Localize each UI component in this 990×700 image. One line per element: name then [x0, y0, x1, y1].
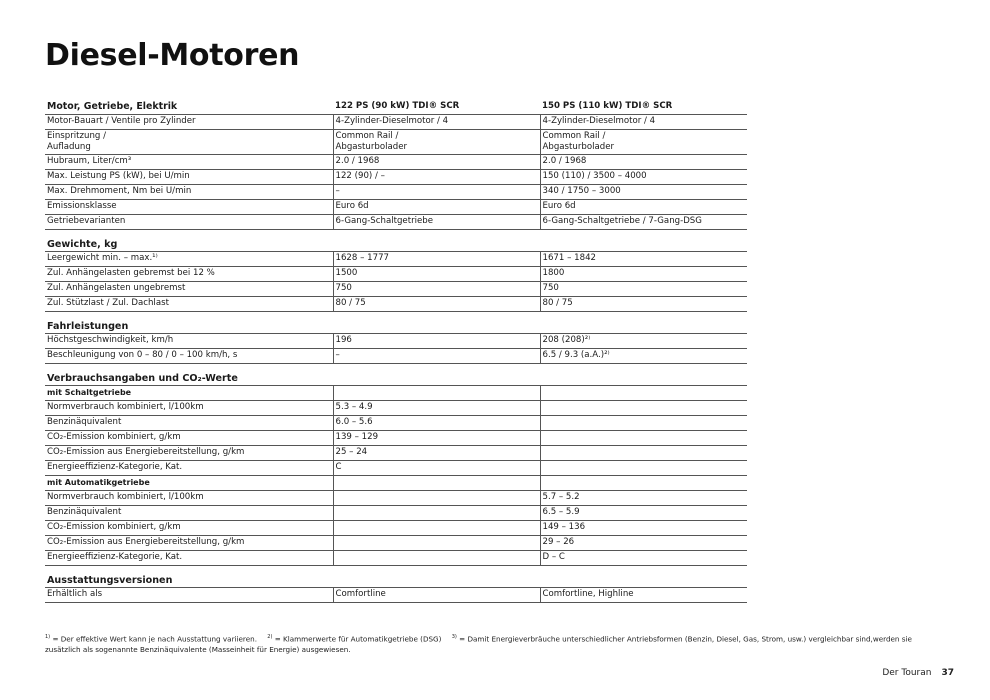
auto-consumption-row [45, 491, 747, 506]
section-weights [45, 230, 747, 252]
weights-row-engine-1: 750 [333, 282, 540, 297]
manual-consumption-row [45, 461, 747, 476]
performance-row-label: Beschleunigung von 0 – 80 / 0 – 100 km/h, s [45, 349, 333, 364]
weights-row-engine-1: 1500 [333, 267, 540, 282]
auto-consumption-row [45, 521, 747, 536]
weights-row-label: Zul. Anhängelasten gebremst bei 12 % [45, 267, 333, 282]
subsection-manual [45, 386, 747, 401]
equipment-row-engine-1: Comfortline [333, 588, 540, 603]
motor-row [45, 185, 747, 200]
performance-row-label: Höchstgeschwindigkeit, km/h [45, 334, 333, 349]
motor-row-engine-1: – [333, 185, 540, 200]
auto-consumption-row-engine-2: 5.7 – 5.2 [540, 491, 747, 506]
page-number: 37 [941, 668, 954, 678]
auto-consumption-row-label: Normverbrauch kombiniert, l/100km [45, 491, 333, 506]
performance-row-engine-2: 208 (208)²⁾ [540, 334, 747, 349]
manual-consumption-row-engine-1: 6.0 – 5.6 [333, 416, 540, 431]
manual-consumption-row-engine-1: 5.3 – 4.9 [333, 401, 540, 416]
weights-row-label: Zul. Stützlast / Zul. Dachlast [45, 297, 333, 312]
page-title: Diesel-Motoren [45, 38, 300, 73]
manual-consumption-row [45, 401, 747, 416]
performance-row-engine-1: 196 [333, 334, 540, 349]
section-performance-title: Fahrleistungen [45, 312, 333, 334]
table-header [45, 98, 747, 115]
manual-consumption-row-engine-1: 139 – 129 [333, 431, 540, 446]
manual-consumption-row [45, 431, 747, 446]
manual-consumption-row-engine-2 [540, 401, 747, 416]
motor-row [45, 130, 747, 155]
manual-consumption-row-label: CO₂-Emission aus Energiebereitstellung, g/km [45, 446, 333, 461]
section-equipment [45, 566, 747, 588]
footer-label: Der Touran [882, 668, 932, 678]
section-performance [45, 312, 747, 334]
subsection-manual-title: mit Schaltgetriebe [45, 386, 333, 401]
motor-row-label: Max. Leistung PS (kW), bei U/min [45, 170, 333, 185]
weights-row-engine-1: 80 / 75 [333, 297, 540, 312]
weights-row-engine-2: 750 [540, 282, 747, 297]
motor-row [45, 200, 747, 215]
auto-consumption-row-engine-2: 6.5 – 5.9 [540, 506, 747, 521]
motor-row-label: Emissionsklasse [45, 200, 333, 215]
footnote-2: = Klammerwerte für Automatikgetriebe (DSG) [274, 634, 442, 644]
engine-1-header: 122 PS (90 kW) TDI® SCR [333, 98, 540, 115]
auto-consumption-row-engine-1 [333, 521, 540, 536]
motor-row [45, 170, 747, 185]
section-equipment-title: Ausstattungsversionen [45, 566, 333, 588]
performance-row-engine-2: 6.5 / 9.3 (a.A.)²⁾ [540, 349, 747, 364]
footnotes [45, 632, 925, 655]
motor-row-engine-2: 4-Zylinder-Dieselmotor / 4 [540, 115, 747, 130]
motor-row [45, 155, 747, 170]
motor-row [45, 215, 747, 230]
manual-consumption-row-label: Normverbrauch kombiniert, l/100km [45, 401, 333, 416]
auto-consumption-row [45, 536, 747, 551]
equipment-row-label: Erhältlich als [45, 588, 333, 603]
manual-consumption-row-label: Energieeffizienz-Kategorie, Kat. [45, 461, 333, 476]
subsection-automatic-title: mit Automatikgetriebe [45, 476, 333, 491]
performance-row-engine-1: – [333, 349, 540, 364]
weights-row [45, 267, 747, 282]
weights-row-engine-2: 1800 [540, 267, 747, 282]
motor-row [45, 115, 747, 130]
auto-consumption-row-engine-2: D – C [540, 551, 747, 566]
motor-row-engine-2: 6-Gang-Schaltgetriebe / 7-Gang-DSG [540, 215, 747, 230]
manual-consumption-row-engine-1: C [333, 461, 540, 476]
motor-row-label: Einspritzung / Aufladung [45, 130, 333, 155]
motor-row-engine-2: Euro 6d [540, 200, 747, 215]
auto-consumption-row-engine-1 [333, 551, 540, 566]
performance-row [45, 349, 747, 364]
manual-consumption-row-engine-2 [540, 416, 747, 431]
manual-consumption-row-label: Benzinäquivalent [45, 416, 333, 431]
motor-row-engine-1: 4-Zylinder-Dieselmotor / 4 [333, 115, 540, 130]
manual-consumption-row [45, 416, 747, 431]
motor-row-engine-2: Common Rail / Abgasturbolader [540, 130, 747, 155]
auto-consumption-row-label: CO₂-Emission aus Energiebereitstellung, g/km [45, 536, 333, 551]
page-footer [882, 668, 954, 678]
section-consumption-title: Verbrauchsangaben und CO₂-Werte [45, 364, 333, 386]
weights-row [45, 282, 747, 297]
section-title-motor: Motor, Getriebe, Elektrik [45, 98, 333, 115]
weights-row-label: Zul. Anhängelasten ungebremst [45, 282, 333, 297]
section-weights-title: Gewichte, kg [45, 230, 333, 252]
motor-row-engine-2: 2.0 / 1968 [540, 155, 747, 170]
auto-consumption-row-engine-1 [333, 506, 540, 521]
manual-consumption-row-engine-2 [540, 446, 747, 461]
footnote-3-mark: 3) [451, 634, 457, 640]
auto-consumption-row-engine-2: 29 – 26 [540, 536, 747, 551]
auto-consumption-row-engine-2: 149 – 136 [540, 521, 747, 536]
manual-consumption-row-engine-2 [540, 431, 747, 446]
equipment-row-engine-2: Comfortline, Highline [540, 588, 747, 603]
engine-2-header: 150 PS (110 kW) TDI® SCR [540, 98, 747, 115]
motor-row-label: Hubraum, Liter/cm³ [45, 155, 333, 170]
subsection-automatic [45, 476, 747, 491]
auto-consumption-row-engine-1 [333, 491, 540, 506]
motor-row-engine-1: 122 (90) / – [333, 170, 540, 185]
motor-row-engine-1: Common Rail / Abgasturbolader [333, 130, 540, 155]
manual-consumption-row-engine-2 [540, 461, 747, 476]
spec-table [45, 98, 747, 603]
motor-row-engine-2: 150 (110) / 3500 – 4000 [540, 170, 747, 185]
footnote-2-mark: 2) [267, 634, 273, 640]
motor-row-engine-2: 340 / 1750 – 3000 [540, 185, 747, 200]
auto-consumption-row [45, 551, 747, 566]
section-consumption [45, 364, 747, 386]
weights-row [45, 252, 747, 267]
weights-row-engine-2: 80 / 75 [540, 297, 747, 312]
motor-row-engine-1: Euro 6d [333, 200, 540, 215]
manual-consumption-row-engine-1: 25 – 24 [333, 446, 540, 461]
performance-row [45, 334, 747, 349]
manual-consumption-row-label: CO₂-Emission kombiniert, g/km [45, 431, 333, 446]
auto-consumption-row-label: CO₂-Emission kombiniert, g/km [45, 521, 333, 536]
motor-row-engine-1: 6-Gang-Schaltgetriebe [333, 215, 540, 230]
weights-row-engine-1: 1628 – 1777 [333, 252, 540, 267]
equipment-row [45, 588, 747, 603]
motor-row-engine-1: 2.0 / 1968 [333, 155, 540, 170]
footnote-3: = Damit Energieverbräuche unterschiedlicher Antriebsformen (Benzin, Diesel, Gas, Strom, usw.) vergleichbar sind,werden sie zusätzlich als sogenannte Benzinäquivalente (Masseinheit für Energie) ausgewiesen. [45, 634, 912, 654]
manual-consumption-row [45, 446, 747, 461]
weights-row [45, 297, 747, 312]
auto-consumption-row-engine-1 [333, 536, 540, 551]
footnote-1: = Der effektive Wert kann je nach Ausstattung variieren. [52, 634, 257, 644]
motor-row-label: Max. Drehmoment, Nm bei U/min [45, 185, 333, 200]
footnote-1-mark: 1) [45, 634, 51, 640]
motor-row-label: Getriebevarianten [45, 215, 333, 230]
weights-row-engine-2: 1671 – 1842 [540, 252, 747, 267]
auto-consumption-row-label: Benzinäquivalent [45, 506, 333, 521]
weights-row-label: Leergewicht min. – max.¹⁾ [45, 252, 333, 267]
auto-consumption-row-label: Energieeffizienz-Kategorie, Kat. [45, 551, 333, 566]
motor-row-label: Motor-Bauart / Ventile pro Zylinder [45, 115, 333, 130]
auto-consumption-row [45, 506, 747, 521]
